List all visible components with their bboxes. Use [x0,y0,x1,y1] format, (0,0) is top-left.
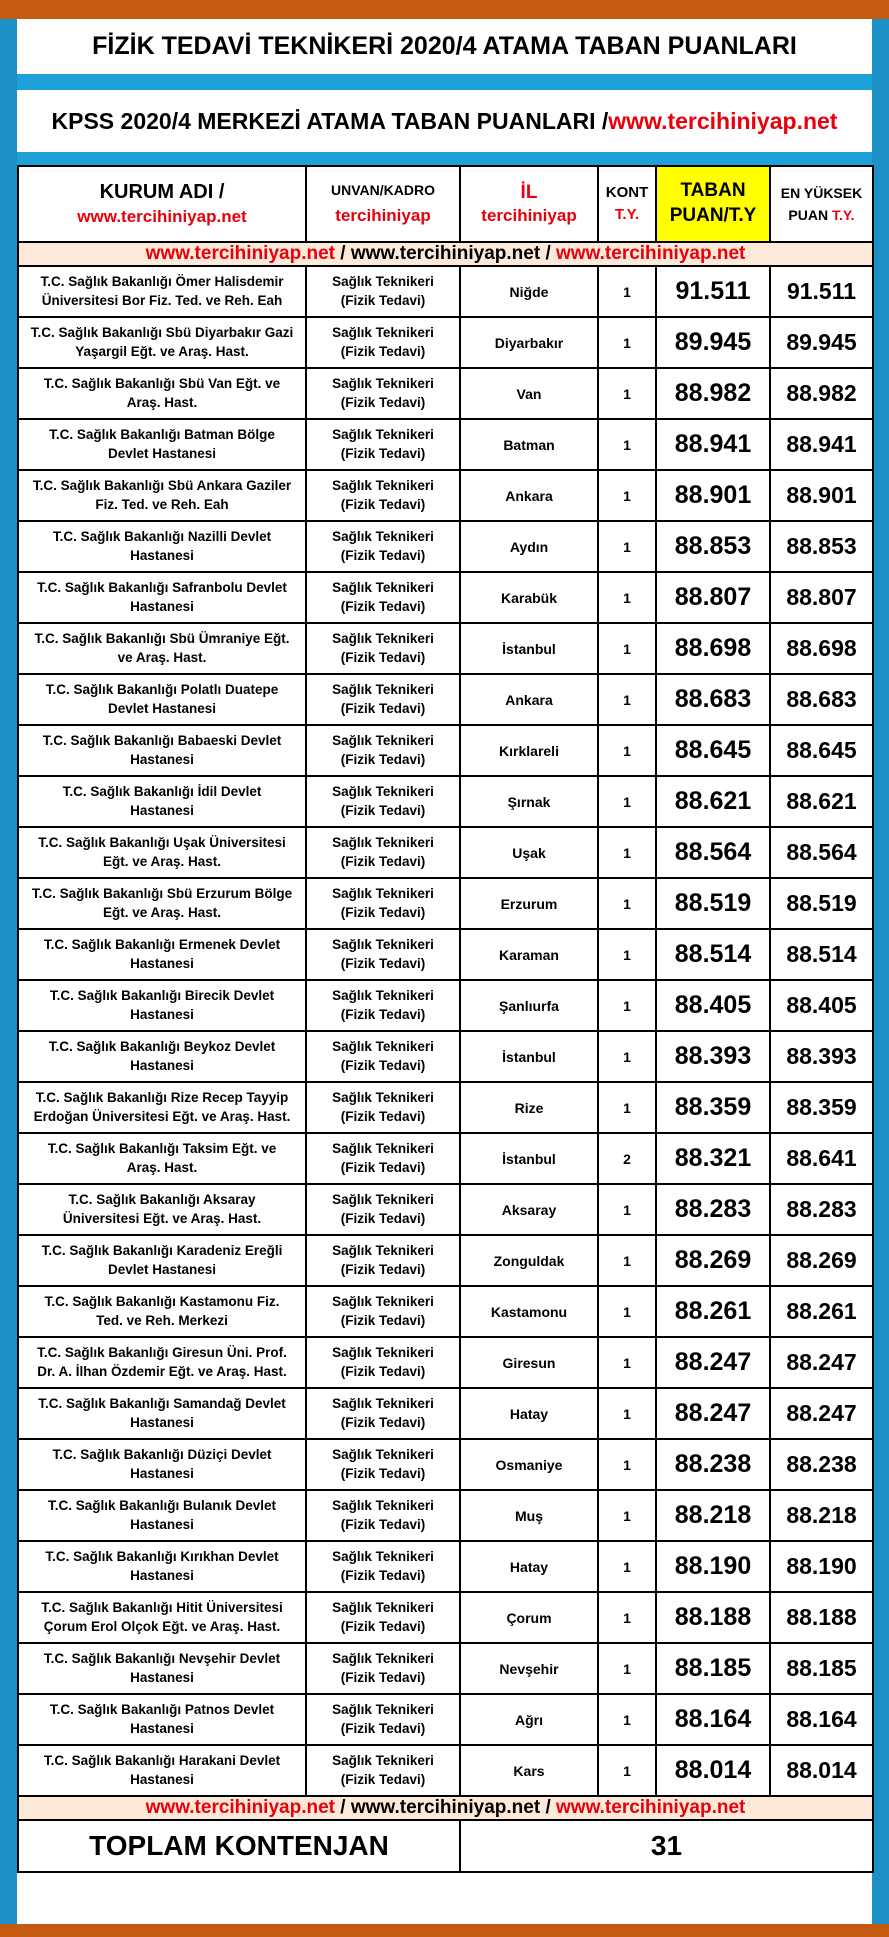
en-yuksek-cell: 88.238 [770,1439,873,1490]
unvan-cell: Sağlık Teknikeri (Fizik Tedavi) [306,1388,460,1439]
taban-puan-cell: 88.519 [656,878,770,929]
taban-puan-cell: 88.941 [656,419,770,470]
unvan-cell: Sağlık Teknikeri (Fizik Tedavi) [306,368,460,419]
unvan-cell: Sağlık Teknikeri (Fizik Tedavi) [306,1541,460,1592]
taban-puan-cell: 88.393 [656,1031,770,1082]
unvan-cell: Sağlık Teknikeri (Fizik Tedavi) [306,1286,460,1337]
unvan-cell: Sağlık Teknikeri (Fizik Tedavi) [306,1439,460,1490]
unvan-cell: Sağlık Teknikeri (Fizik Tedavi) [306,1643,460,1694]
site-link[interactable]: www.tercihiniyap.net [350,1797,541,1818]
table-row [18,674,873,725]
site-link[interactable]: www.tercihiniyap.net [556,1797,746,1818]
il-cell: Ankara [460,470,598,521]
kurum-cell: T.C. Sağlık Bakanlığı Ermenek Devlet Hastanesi [18,929,306,980]
kont-cell: 1 [598,1643,656,1694]
kont-cell: 1 [598,266,656,317]
taban-puan-cell: 88.807 [656,572,770,623]
unvan-cell: Sağlık Teknikeri (Fizik Tedavi) [306,470,460,521]
en-yuksek-cell: 88.185 [770,1643,873,1694]
kont-cell: 1 [598,1235,656,1286]
frame-panel [0,19,889,1924]
subtitle-divider [17,152,872,165]
taban-puan-cell: 88.247 [656,1337,770,1388]
taban-puan-cell: 88.621 [656,776,770,827]
table-row [18,1337,873,1388]
table-row [18,827,873,878]
taban-puan-cell: 88.238 [656,1439,770,1490]
taban-puan-cell: 88.218 [656,1490,770,1541]
il-cell: Ankara [460,674,598,725]
kurum-cell: T.C. Sağlık Bakanlığı Sbü Van Eğt. ve Araş. Hast. [18,368,306,419]
table-row [18,1439,873,1490]
en-yuksek-cell: 88.359 [770,1082,873,1133]
kont-cell: 1 [598,1337,656,1388]
il-cell: Osmaniye [460,1439,598,1490]
kurum-cell: T.C. Sağlık Bakanlığı Batman Bölge Devlet Hastanesi [18,419,306,470]
il-cell: Rize [460,1082,598,1133]
il-cell: İstanbul [460,1031,598,1082]
header-kurum: KURUM ADI / www.tercihiniyap.net [18,166,306,242]
unvan-cell: Sağlık Teknikeri (Fizik Tedavi) [306,1184,460,1235]
kurum-cell: T.C. Sağlık Bakanlığı Samandağ Devlet Hastanesi [18,1388,306,1439]
il-cell: İstanbul [460,1133,598,1184]
table-row [18,1745,873,1796]
kurum-cell: T.C. Sağlık Bakanlığı Harakani Devlet Hastanesi [18,1745,306,1796]
kurum-cell: T.C. Sağlık Bakanlığı Polatlı Duatepe Devlet Hastanesi [18,674,306,725]
il-cell: Hatay [460,1388,598,1439]
table-row [18,1541,873,1592]
table-row [18,368,873,419]
kurum-cell: T.C. Sağlık Bakanlığı Sbü Ümraniye Eğt. ve Araş. Hast. [18,623,306,674]
unvan-cell: Sağlık Teknikeri (Fizik Tedavi) [306,1592,460,1643]
en-yuksek-cell: 88.514 [770,929,873,980]
il-cell: Van [460,368,598,419]
page-subtitle [17,90,872,152]
en-yuksek-cell: 88.807 [770,572,873,623]
kont-cell: 2 [598,1133,656,1184]
kont-cell: 1 [598,980,656,1031]
taban-puan-cell: 88.564 [656,827,770,878]
unvan-cell: Sağlık Teknikeri (Fizik Tedavi) [306,1337,460,1388]
header-unvan: UNVAN/KADRO tercihiniyap [306,166,460,242]
kurum-cell: T.C. Sağlık Bakanlığı Safranbolu Devlet Hastanesi [18,572,306,623]
en-yuksek-cell: 88.393 [770,1031,873,1082]
unvan-cell: Sağlık Teknikeri (Fizik Tedavi) [306,980,460,1031]
kurum-cell: T.C. Sağlık Bakanlığı Giresun Üni. Prof. Dr. A. İlhan Özdemir Eğt. ve Araş. Hast. [18,1337,306,1388]
table-row [18,1286,873,1337]
kont-cell: 1 [598,1490,656,1541]
kurum-cell: T.C. Sağlık Bakanlığı Sbü Ankara Gaziler Fiz. Ted. ve Reh. Eah [18,470,306,521]
en-yuksek-cell: 88.247 [770,1388,873,1439]
header-en-yuksek: EN YÜKSEK PUAN T.Y. [770,166,873,242]
kurum-cell: T.C. Sağlık Bakanlığı Patnos Devlet Hastanesi [18,1694,306,1745]
title-divider [17,74,872,90]
il-cell: İstanbul [460,623,598,674]
il-cell: Giresun [460,1337,598,1388]
unvan-cell: Sağlık Teknikeri (Fizik Tedavi) [306,419,460,470]
kont-cell: 1 [598,1745,656,1796]
taban-puan-cell: 88.190 [656,1541,770,1592]
taban-puan-cell: 88.269 [656,1235,770,1286]
unvan-cell: Sağlık Teknikeri (Fizik Tedavi) [306,929,460,980]
il-cell: Karaman [460,929,598,980]
il-cell: Hatay [460,1541,598,1592]
en-yuksek-cell: 88.190 [770,1541,873,1592]
kurum-cell: T.C. Sağlık Bakanlığı Ömer Halisdemir Üniversitesi Bor Fiz. Ted. ve Reh. Eah [18,266,306,317]
kurum-cell: T.C. Sağlık Bakanlığı Düziçi Devlet Hastanesi [18,1439,306,1490]
kont-cell: 1 [598,623,656,674]
taban-puan-cell: 91.511 [656,266,770,317]
page-title: FİZİK TEDAVİ TEKNİKERİ 2020/4 ATAMA TABAN PUANLARI [92,32,797,60]
kont-cell: 1 [598,1184,656,1235]
table-row [18,1592,873,1643]
taban-puan-cell: 88.359 [656,1082,770,1133]
il-cell: Diyarbakır [460,317,598,368]
kurum-cell: T.C. Sağlık Bakanlığı Nevşehir Devlet Hastanesi [18,1643,306,1694]
en-yuksek-cell: 88.698 [770,623,873,674]
unvan-cell: Sağlık Teknikeri (Fizik Tedavi) [306,827,460,878]
en-yuksek-cell: 88.261 [770,1286,873,1337]
il-cell: Karabük [460,572,598,623]
en-yuksek-cell: 89.945 [770,317,873,368]
taban-puan-cell: 88.514 [656,929,770,980]
table-row [18,470,873,521]
il-cell: Muş [460,1490,598,1541]
taban-puan-cell: 88.853 [656,521,770,572]
kurum-cell: T.C. Sağlık Bakanlığı Nazilli Devlet Hastanesi [18,521,306,572]
unvan-cell: Sağlık Teknikeri (Fizik Tedavi) [306,266,460,317]
kurum-cell: T.C. Sağlık Bakanlığı Taksim Eğt. ve Araş. Hast. [18,1133,306,1184]
il-cell: Zonguldak [460,1235,598,1286]
table-row [18,1694,873,1745]
table-row [18,1235,873,1286]
en-yuksek-cell: 88.519 [770,878,873,929]
en-yuksek-cell: 88.269 [770,1235,873,1286]
site-link[interactable]: www.tercihiniyap.net [556,243,746,264]
taban-puan-cell: 88.164 [656,1694,770,1745]
en-yuksek-cell: 88.247 [770,1337,873,1388]
il-cell: Çorum [460,1592,598,1643]
results-table [17,165,874,1873]
table-row [18,1643,873,1694]
unvan-cell: Sağlık Teknikeri (Fizik Tedavi) [306,674,460,725]
unvan-cell: Sağlık Teknikeri (Fizik Tedavi) [306,1133,460,1184]
unvan-cell: Sağlık Teknikeri (Fizik Tedavi) [306,623,460,674]
table-row [18,929,873,980]
table-row [18,266,873,317]
il-cell: Şırnak [460,776,598,827]
en-yuksek-cell: 88.014 [770,1745,873,1796]
document-sheet [17,19,872,1924]
kont-cell: 1 [598,725,656,776]
site-link[interactable]: www.tercihiniyap.net [145,243,335,264]
en-yuksek-cell: 88.218 [770,1490,873,1541]
taban-puan-cell: 88.645 [656,725,770,776]
taban-puan-cell: 89.945 [656,317,770,368]
il-cell: Aksaray [460,1184,598,1235]
table-row [18,725,873,776]
kurum-cell: T.C. Sağlık Bakanlığı İdil Devlet Hastanesi [18,776,306,827]
unvan-cell: Sağlık Teknikeri (Fizik Tedavi) [306,878,460,929]
table-row [18,1031,873,1082]
kurum-cell: T.C. Sağlık Bakanlığı Uşak Üniversitesi Eğt. ve Araş. Hast. [18,827,306,878]
en-yuksek-cell: 91.511 [770,266,873,317]
en-yuksek-cell: 88.164 [770,1694,873,1745]
unvan-cell: Sağlık Teknikeri (Fizik Tedavi) [306,1082,460,1133]
taban-puan-cell: 88.683 [656,674,770,725]
table-row [18,1133,873,1184]
en-yuksek-cell: 88.621 [770,776,873,827]
en-yuksek-cell: 88.283 [770,1184,873,1235]
table-row [18,1184,873,1235]
en-yuksek-cell: 88.188 [770,1592,873,1643]
en-yuksek-cell: 88.901 [770,470,873,521]
kont-cell: 1 [598,521,656,572]
taban-puan-cell: 88.188 [656,1592,770,1643]
unvan-cell: Sağlık Teknikeri (Fizik Tedavi) [306,317,460,368]
taban-puan-cell: 88.247 [656,1388,770,1439]
taban-puan-cell: 88.261 [656,1286,770,1337]
subtitle-site-link[interactable]: www.tercihiniyap.net [608,107,838,134]
il-cell: Nevşehir [460,1643,598,1694]
total-label: TOPLAM KONTENJAN [18,1820,460,1872]
unvan-cell: Sağlık Teknikeri (Fizik Tedavi) [306,572,460,623]
kurum-cell: T.C. Sağlık Bakanlığı Sbü Erzurum Bölge Eğt. ve Araş. Hast. [18,878,306,929]
taban-puan-cell: 88.901 [656,470,770,521]
en-yuksek-cell: 88.982 [770,368,873,419]
il-cell: Kars [460,1745,598,1796]
kont-cell: 1 [598,1694,656,1745]
kurum-cell: T.C. Sağlık Bakanlığı Aksaray Üniversitesi Eğt. ve Araş. Hast. [18,1184,306,1235]
table-row [18,317,873,368]
table-row [18,878,873,929]
kont-cell: 1 [598,1388,656,1439]
il-cell: Ağrı [460,1694,598,1745]
il-cell: Batman [460,419,598,470]
kont-cell: 1 [598,674,656,725]
kont-cell: 1 [598,419,656,470]
taban-puan-cell: 88.982 [656,368,770,419]
taban-puan-cell: 88.698 [656,623,770,674]
kont-cell: 1 [598,1286,656,1337]
taban-puan-cell: 88.014 [656,1745,770,1796]
kont-cell: 1 [598,1592,656,1643]
il-cell: Erzurum [460,878,598,929]
web-row-top: www.tercihiniyap.net / www.tercihiniyap.net / www.tercihiniyap.net [18,242,873,266]
kurum-cell: T.C. Sağlık Bakanlığı Karadeniz Ereğli Devlet Hastanesi [18,1235,306,1286]
table-row [18,419,873,470]
kurum-cell: T.C. Sağlık Bakanlığı Hitit Üniversitesi Çorum Erol Olçok Eğt. ve Araş. Hast. [18,1592,306,1643]
taban-puan-cell: 88.321 [656,1133,770,1184]
kurum-cell: T.C. Sağlık Bakanlığı Babaeski Devlet Hastanesi [18,725,306,776]
table-header-row [18,166,873,242]
il-cell: Aydın [460,521,598,572]
il-cell: Şanlıurfa [460,980,598,1031]
kurum-cell: T.C. Sağlık Bakanlığı Sbü Diyarbakır Gazi Yaşargil Eğt. ve Araş. Hast. [18,317,306,368]
kont-cell: 1 [598,878,656,929]
kurum-cell: T.C. Sağlık Bakanlığı Bulanık Devlet Hastanesi [18,1490,306,1541]
kurum-cell: T.C. Sağlık Bakanlığı Beykoz Devlet Hastanesi [18,1031,306,1082]
kurum-cell: T.C. Sağlık Bakanlığı Kastamonu Fiz. Ted. ve Reh. Merkezi [18,1286,306,1337]
unvan-cell: Sağlık Teknikeri (Fizik Tedavi) [306,1490,460,1541]
table-row [18,1388,873,1439]
en-yuksek-cell: 88.645 [770,725,873,776]
kont-cell: 1 [598,1082,656,1133]
unvan-cell: Sağlık Teknikeri (Fizik Tedavi) [306,1694,460,1745]
table-row [18,1490,873,1541]
kurum-cell: T.C. Sağlık Bakanlığı Kırıkhan Devlet Hastanesi [18,1541,306,1592]
il-cell: Niğde [460,266,598,317]
table-row [18,572,873,623]
kont-cell: 1 [598,317,656,368]
en-yuksek-cell: 88.683 [770,674,873,725]
kont-cell: 1 [598,368,656,419]
unvan-cell: Sağlık Teknikeri (Fizik Tedavi) [306,725,460,776]
kont-cell: 1 [598,572,656,623]
subtitle-text: KPSS 2020/4 MERKEZİ ATAMA TABAN PUANLARI / [51,107,609,134]
kurum-cell: T.C. Sağlık Bakanlığı Birecik Devlet Hastanesi [18,980,306,1031]
web-row-bottom: www.tercihiniyap.net / www.tercihiniyap.net / www.tercihiniyap.net [18,1796,873,1820]
kurum-cell: T.C. Sağlık Bakanlığı Rize Recep Tayyip Erdoğan Üniversitesi Eğt. ve Araş. Hast. [18,1082,306,1133]
total-row [18,1820,873,1872]
total-value: 31 [460,1820,873,1872]
en-yuksek-cell: 88.941 [770,419,873,470]
table-row [18,521,873,572]
kont-cell: 1 [598,1541,656,1592]
site-link[interactable]: www.tercihiniyap.net [350,243,541,264]
table-row [18,980,873,1031]
header-taban: TABAN PUAN/T.Y [656,166,770,242]
unvan-cell: Sağlık Teknikeri (Fizik Tedavi) [306,1031,460,1082]
kont-cell: 1 [598,470,656,521]
kont-cell: 1 [598,1439,656,1490]
unvan-cell: Sağlık Teknikeri (Fizik Tedavi) [306,776,460,827]
unvan-cell: Sağlık Teknikeri (Fizik Tedavi) [306,1235,460,1286]
kont-cell: 1 [598,1031,656,1082]
kont-cell: 1 [598,776,656,827]
en-yuksek-cell: 88.853 [770,521,873,572]
il-cell: Uşak [460,827,598,878]
taban-puan-cell: 88.185 [656,1643,770,1694]
kont-cell: 1 [598,827,656,878]
en-yuksek-cell: 88.641 [770,1133,873,1184]
il-cell: Kastamonu [460,1286,598,1337]
taban-puan-cell: 88.283 [656,1184,770,1235]
table-row [18,1082,873,1133]
en-yuksek-cell: 88.564 [770,827,873,878]
header-kont: KONT T.Y. [598,166,656,242]
unvan-cell: Sağlık Teknikeri (Fizik Tedavi) [306,1745,460,1796]
site-link[interactable]: www.tercihiniyap.net [145,1797,335,1818]
taban-puan-cell: 88.405 [656,980,770,1031]
en-yuksek-cell: 88.405 [770,980,873,1031]
unvan-cell: Sağlık Teknikeri (Fizik Tedavi) [306,521,460,572]
table-row [18,623,873,674]
kont-cell: 1 [598,929,656,980]
il-cell: Kırklareli [460,725,598,776]
table-row [18,776,873,827]
header-il: İL tercihiniyap [460,166,598,242]
